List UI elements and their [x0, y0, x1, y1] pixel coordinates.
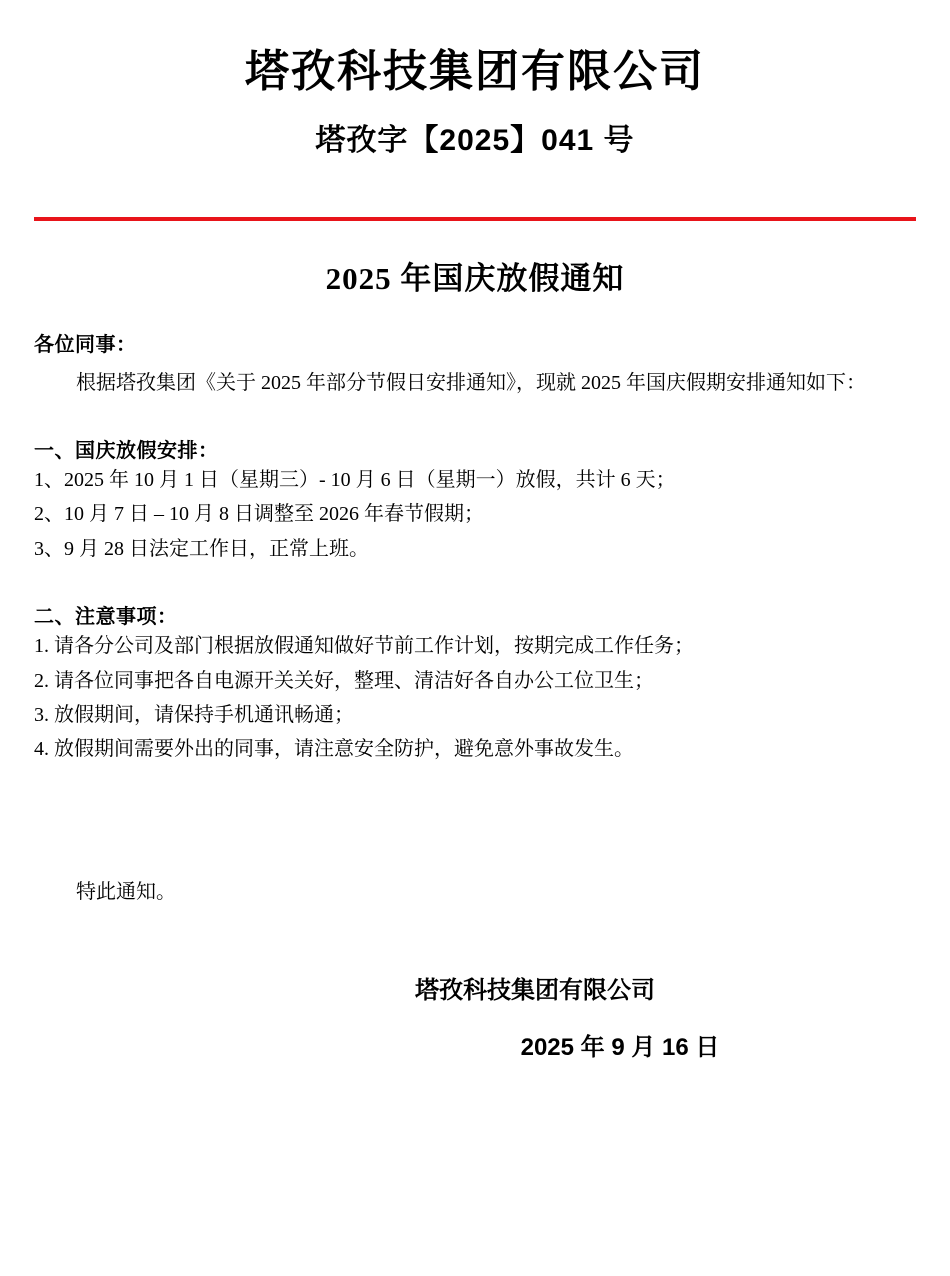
red-divider-rule — [34, 217, 916, 221]
signature-date: 2025 年 9 月 16 日 — [520, 1033, 720, 1061]
intro-paragraph: 根据塔孜集团《关于 2025 年部分节假日安排通知》，现就 2025 年国庆假期安排通知如下： — [76, 372, 866, 394]
section-heading-notes: 二、注意事项： — [34, 606, 178, 629]
list-item: 2、10 月 7 日 – 10 月 8 日调整至 2026 年春节假期； — [34, 503, 484, 526]
document-title: 2025 年国庆放假通知 — [325, 261, 625, 296]
list-item: 2. 请各位同事把各自电源开关关好，整理、清洁好各自办公工位卫生； — [34, 669, 654, 692]
list-item: 1、2025 年 10 月 1 日（星期三）- 10 月 6 日（星期一）放假，共计 6 天； — [34, 469, 676, 491]
signature-organization: 塔孜科技集团有限公司 — [415, 976, 655, 1004]
list-item: 3. 放假期间，请保持手机通讯畅通； — [34, 703, 354, 726]
section-heading-holiday-schedule: 一、国庆放假安排： — [34, 440, 219, 462]
document-page — [0, 44, 950, 1276]
organization-name: 塔孜科技集团有限公司 — [245, 47, 705, 96]
document-number: 塔孜字【2025】041 号 — [315, 124, 635, 157]
list-item: 3、9 月 28 日法定工作日，正常上班。 — [34, 537, 369, 560]
list-item: 4. 放假期间需要外出的同事，请注意安全防护，避免意外事故发生。 — [34, 738, 634, 761]
list-item: 1. 请各分公司及部门根据放假通知做好节前工作计划，按期完成工作任务； — [34, 635, 694, 658]
closing-statement: 特此通知。 — [76, 880, 176, 903]
content-spacer — [34, 767, 916, 875]
salutation: 各位同事： — [34, 334, 137, 356]
